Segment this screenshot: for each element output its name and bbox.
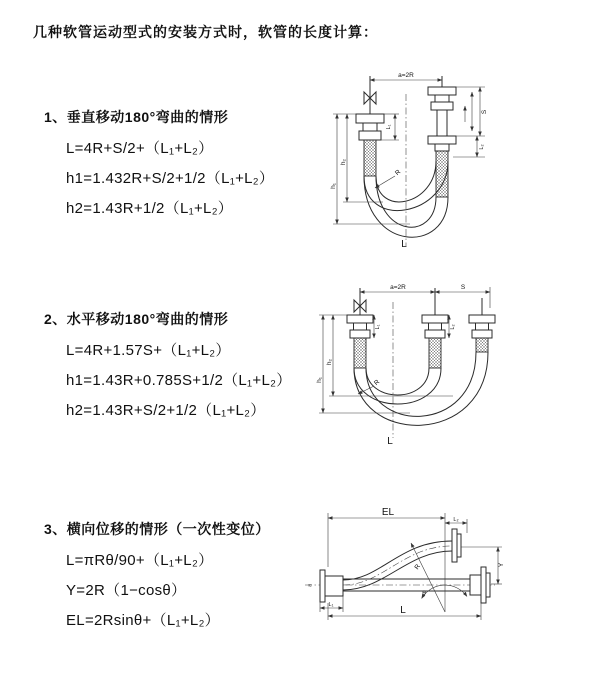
dim-label-a2r: a=2R (398, 72, 414, 79)
dim-label-a2r: a=2R (390, 284, 406, 291)
left-pipe-assembly (347, 288, 373, 368)
section-2-formula-L: L=4R+1.57S+（L₁+L₂） (66, 342, 231, 359)
section-1-formula-h1: h1=1.432R+S/2+1/2（L₁+L₂） (66, 170, 275, 187)
dimensions (330, 72, 488, 250)
right-pipe-assembly (428, 76, 465, 197)
top-flange-assembly (452, 529, 461, 562)
section-2-formula-h2: h2=1.43R+S/2+1/2（L₁+L₂） (66, 402, 266, 419)
section-3-formula-L: L=πRθ/90+（L₁+L₂） (66, 552, 214, 569)
dim-label-l: L (387, 436, 393, 447)
right-pipe-assembly (469, 298, 495, 352)
dim-label-h2: h₂ (326, 358, 333, 366)
dimensions (320, 507, 505, 620)
dim-label-l2: L₂ (479, 144, 485, 150)
dim-label-l: L (400, 605, 406, 616)
dim-label-y: Y (498, 562, 505, 568)
valve-icon (364, 92, 370, 104)
page-title: 几种软管运动型式的安装方式时，软管的长度计算： (33, 24, 378, 40)
section-3-formula-EL: EL=2Rsinθ+（L₁+L₂） (66, 612, 220, 629)
dim-label-el: EL (381, 507, 395, 518)
right-flange-assembly (470, 567, 490, 603)
dimensions (316, 284, 490, 447)
dim-label-l1: L₁ (375, 324, 381, 330)
dim-label-s: S (481, 109, 488, 115)
diagram-vertical-180-bend (325, 66, 595, 261)
left-pipe-assembly (356, 76, 384, 176)
dim-label-theta: θ (422, 590, 426, 597)
section-2-formula-h1: h1=1.43R+0.785S+1/2（L₁+L₂） (66, 372, 292, 389)
dim-label-r: R (393, 168, 403, 178)
dim-label-h1: h₁ (330, 183, 337, 189)
braided-hose (354, 338, 366, 368)
dim-label-r: R (372, 378, 382, 388)
dim-label-l: L (401, 239, 407, 250)
section-3-heading: 3、横向位移的情形（一次性变位） (44, 521, 270, 537)
braided-hose (476, 338, 488, 352)
dim-label-l1: L₁ (386, 124, 392, 130)
section-2-heading: 2、水平移动180°弯曲的情形 (44, 311, 229, 327)
s-curve-hose (343, 541, 452, 590)
valve-icon (354, 300, 360, 312)
braided-hose (429, 338, 441, 368)
left-flange-assembly (320, 570, 343, 602)
section-1-formula-h2: h2=1.43R+1/2（L₁+L₂） (66, 200, 234, 217)
section-1-heading: 1、垂直移动180°弯曲的情形 (44, 109, 229, 125)
dim-label-l1: L₁ (328, 602, 334, 608)
section-3-formula-Y: Y=2R（1−cosθ） (66, 582, 187, 599)
dim-label-l2: L₂ (450, 324, 456, 330)
section-1-formula-L: L=4R+S/2+（L₁+L₂） (66, 140, 214, 157)
diagram-lateral-displacement (303, 495, 598, 665)
diagram-horizontal-180-bend (310, 278, 600, 463)
dim-label-h1: h₁ (316, 377, 323, 383)
break-mark: ≈ (308, 582, 312, 590)
dim-label-l2: L₂ (453, 517, 459, 523)
dim-label-h2: h₂ (340, 158, 347, 166)
braided-hose (364, 140, 376, 176)
middle-pipe-assembly (422, 288, 448, 368)
hose-loops (354, 352, 488, 425)
dim-label-s: S (460, 284, 466, 291)
dim-label-r: R (413, 563, 422, 572)
